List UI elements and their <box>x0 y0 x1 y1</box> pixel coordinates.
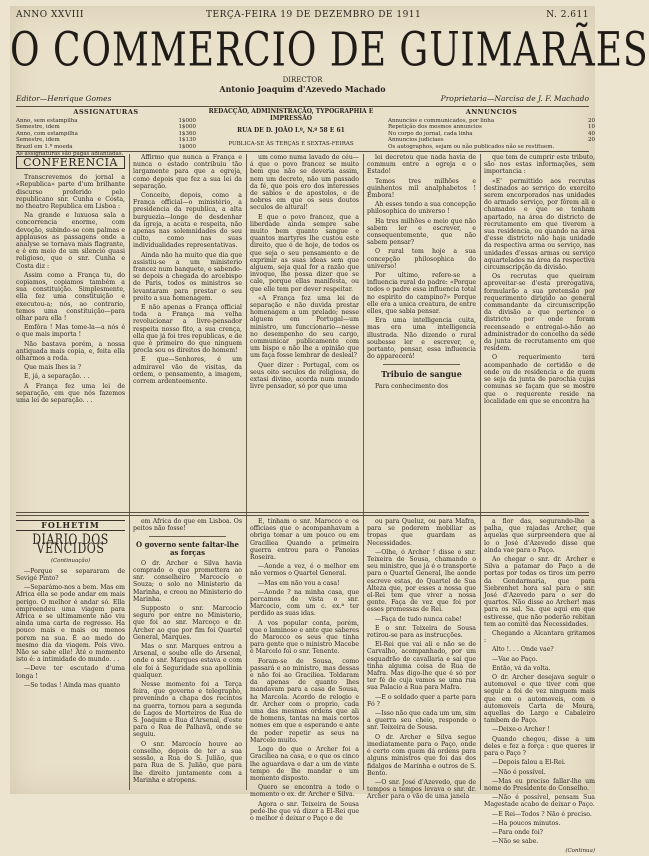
article-paragraph: a flor das, segurando-lhe a palha, que rajadas Archer, que aquelas que surpreendera que aí lo o José d'Azevedo disse que ainda vae para o Paço. <box>484 518 595 554</box>
article-paragraph: —Mas eu preciso fallar-lhe um nome do Presidente do Conselho. <box>484 777 595 792</box>
director-name: Antonio Joaquim d'Azevedo Machado <box>219 84 386 94</box>
price-label: Semestre, idem <box>16 137 60 144</box>
article-paragraph: Quer dizer : Portugal, com os seus oito seculos de religiosa, de extasi divino, acorda num mundo livre pensador, só por que uma <box>250 361 359 391</box>
article-paragraph: Ah esses tendo a sua concepção philosophica do universo ! <box>367 201 476 216</box>
column-3-top <box>250 154 359 508</box>
price-row <box>16 131 196 138</box>
article-paragraph: —Ha poucos minutos. <box>492 819 561 827</box>
serial-title: DIARIO DOS VENCIDOS <box>32 531 109 558</box>
article-paragraph: Então, vá da volta. <box>492 664 551 672</box>
editor-line <box>16 94 589 104</box>
article-paragraph: —Não é possível, pensam Sua Magestade acabo de deixar o Paço. <box>484 794 595 809</box>
article-paragraph: Ainda não ha muito que dia que assistiu-se a um ministerio francez num banquete, e sabendo-se depois a chegada do arcebispo de Paris, todos os ministros se levantaram para prestar o seu preito a sua homenagem. <box>133 251 242 302</box>
article-paragraph: Temos tres milhões e quinhentos mil analphabetos ! Embora! <box>367 177 476 200</box>
article-paragraph: —Deixe-o Archer ! <box>492 726 550 734</box>
article-paragraph: —Mas em não vou a casa! <box>258 579 340 587</box>
article-paragraph: O dr. Archer desejava seguir o automovel e que tiver com que seguir a foi de vez ninguem mais que em o automoveis, com o automoveis Carta de Moura, aquellas do Largo e Cabaleiro tambem de Paço. <box>484 674 595 725</box>
article-paragraph: Ha tres milhões e meio que não sabem ler e escrever, e consequentemente, que não sabem pensar? <box>367 217 476 247</box>
column-5-bottom <box>484 518 595 855</box>
article-paragraph: Affirmo que nunca a França e nunca o estado contribuiu tão largamente para que a egreja, como depois que fez a sua lei da separação. <box>133 154 242 190</box>
subscriptions-title: ASSIGNATURAS <box>73 108 139 116</box>
subscriptions-box <box>16 109 196 157</box>
price-value: 1$130 <box>178 137 196 144</box>
article-body <box>133 560 242 784</box>
article-paragraph: El-Rei que vai ali e não se de Carvalho, acompanhado, por um esquadrão de cavallaria e sai que tinha alguma coisa de Rua de Mafra. Mas digo-lhe que é só por ter fé de cuja vamos se uma rua sua Palacio a Rua para Mafra. <box>367 641 476 692</box>
price-value: 1$000 <box>178 117 196 124</box>
article-heading-conferencia: CONFERENCIA <box>16 156 125 169</box>
price-label: Annuncios e communicados, por linha <box>388 117 495 124</box>
article-paragraph: Não bastava porém, a nossa antiquada mais copia, e, feita ella olharmos a roda. <box>16 340 125 363</box>
column-divider <box>480 154 481 790</box>
article-paragraph: Ao chegar o snr. dr. Archer e Silva a patamar do Paço a de portas por todas os tiros um perro da Gendarmaria, que para Siebrenhet hora sal para o snr. José d'Azevedo para o ser do quartos. Não disse ao Archer! mas para os sal. Sa. que aqui em que estivesse, que não poderão rebitan tem ao comitê das Necessidades. <box>484 556 595 628</box>
article-paragraph: —Deve ter escutado d'uma longa ! <box>16 665 125 680</box>
article-paragraph: «A França fez uma lei de separação e não duvida prestar homenagem a um prelado; nesse alguem em Portugal—um ministro, um funccionario—nesse no desempenho do seu cargo, communicar publicamente com um bispo e não lhe a opinião que um faça fosse lembrar de desleal? <box>250 294 359 360</box>
article-paragraph: Por ultimo, refere-se a influencia rural do padre: «Porque todos o padre essa influencia total no espirito do campino?» Porque elle era a unica creatura, de entre elles, que sabia pensar. <box>367 272 476 316</box>
article-paragraph: lei decretou que nada havia de commum entre a egreja e o Estado! <box>367 154 476 176</box>
article-paragraph: O dr. Archer e Silva segue imediatamente para o Paço, onde é certo com quem dá ordens para alguns ministros que foi das dos fidalgos de Marinha e outros de S. Bento. <box>367 733 476 777</box>
article-paragraph: Chegando a Alcantara gritamos : <box>484 630 595 645</box>
article-body <box>133 154 242 385</box>
article-paragraph: —E o soldado quer a parte para Fó ? <box>367 693 476 708</box>
price-value: 40 <box>588 130 595 137</box>
article-paragraph: que tem de cumprir este tributo, são nos estas informações, sem importancia : <box>484 154 595 176</box>
price-value: 1$360 <box>178 130 196 137</box>
article-paragraph: —Faça de tudo nunca cabe! <box>375 615 462 623</box>
column-divider <box>363 154 364 790</box>
article-paragraph: Quero se encontra a todo o momento o ex. dr. Archer e Silva. <box>250 784 359 799</box>
issue-year: ANNO XXVIII <box>16 10 84 20</box>
article-body <box>16 174 125 404</box>
article-paragraph: E que o povo francez, que a liberdade ainda sempre sabe muito bem quanto sangue e quantos martyres lhe custou este direito, que é de hoje, de todos os que seja o seu pensamento e de exprimir as suas ideas sem que alguem, seja qual for a razão que invoque, lhe possa dizer que se cale, porque ellas manifesta, ou que elle tem por dever respeitar. <box>250 213 359 293</box>
article-body <box>367 154 476 360</box>
column-divider <box>129 154 130 790</box>
article-paragraph: Na grande e luxuosa sala a concorrencia enorme, com devoção, subindo-se com palmas e applausos as passagens onde a analyse se tornava mais flagrante, e é em meio de um silencio quasi religioso, que o snr. Cunha e Costa diz : <box>16 212 125 270</box>
price-value: 1$000 <box>178 143 196 150</box>
price-label: Anno, com estampilha <box>16 130 78 137</box>
price-value: 20 <box>588 137 595 144</box>
office-publication: PUBLICA-SE ÀS TERÇAS E SEXTAS-FEIRAS <box>228 140 354 147</box>
article-body <box>484 154 595 405</box>
price-label: Semestre, idem <box>16 124 60 131</box>
article-paragraph: —Isso não que cada um um, sim a guerra seu cheio, responde o snr. Teixeira de Sousa. <box>367 710 477 732</box>
divider <box>383 364 460 365</box>
article-paragraph: A vos popular conta, porém, que o laminoso e ante que saberes do Marocco os seus que tinha para gente que o ministro Macebe é Marcelo foi o snr. Tenente. <box>250 619 359 656</box>
article-paragraph: E não apenas a França official toda a França ma velha revolucionar a livre-pensador respeita nosso fito, a sua crença, ella que já foi tres republicas, e de que é primeiro do que ninguem procla sou os direitos do homem! <box>133 304 242 355</box>
ads-note: Os autographos, sejam ou não publicados não se restituem. <box>388 143 555 150</box>
info-bar <box>16 106 595 157</box>
article-paragraph: —E Rei—Todos ? Não é preciso. <box>492 810 592 818</box>
section-divider <box>16 512 589 516</box>
article-paragraph: um como numa lavado de céu—á que o povo francez se muito bem que não se deveria assim, nem um decreto, não um passado da fé, que pois ero dos interesses de sabios e de apostolos, e de nobres em que os seus doutos seculos de altural! <box>250 154 359 212</box>
article-heading-tributo: Tribuio de sangue <box>381 369 462 380</box>
article-text: Para conhecimento dos <box>375 382 449 390</box>
article-paragraph: Transcrevemos do jornal a «Republica» parte d'um brilhante discurso proferido pelo republicano snr. Cunha e Costa, no theatro Republica em Lisboa : <box>16 174 125 211</box>
column-2-bottom <box>133 518 242 790</box>
article-paragraph: ou para Queluz, ou para Mafra, para se poderem mobiliar as tropas que guardam as Necessidades. <box>367 518 476 547</box>
newspaper-title: O COMMERCIO DE GUIMARÃES <box>10 24 649 78</box>
article-paragraph: E que—Senhores, é um admiravel vão de visitas, da ordem, o pensamento, a imagem, correm ardenteemente. <box>133 356 242 386</box>
article-paragraph: —Aonde a vez, é o melhor em não vermos o Quartel General. <box>250 563 359 578</box>
article-paragraph: A França fez uma lei de separação, em que nós fazemos uma lei de separação. . . <box>16 382 125 405</box>
article-paragraph: Era uma intelligencia cuita, mas era uma intelligencia illustrada. Não dizendo o rural soubesse ler e escrever, e, portanto, pensar, essa influencia do apparecerá! <box>367 317 476 361</box>
article-paragraph: Nesse momento foi a Terça feira, que governo e telegrapho, prevenindo a chapa dos recintos na guerra, tornou para a segunda de Lagos de Morteiros de Rua de S. Joaquim e Rua d'Arsenal, d'este para o Rua de Palhavã, onde se seguiu. <box>133 681 242 739</box>
article-paragraph: —Vae ao Paço. <box>492 655 538 663</box>
article-paragraph: E, tinham o snr. Marocco e os officiaes que o acompanhavam a obriga tomar a um pouco ou em Graciliea Quando a primeira guerra entrou para o Panoias Roseira. <box>250 518 359 562</box>
article-paragraph: —Porque se separaram de Sevigé Pinto? <box>16 567 125 583</box>
article-paragraph: O snr. Marcocío houve ao conselho, depois de ter a sua sessão, a Rua do S. Julião, que para Rua de S. Julião, que para lhe direito juntamente com a Marinha e atropens. <box>133 740 242 784</box>
ads-list <box>388 118 595 144</box>
issue-number: N. 2.611 <box>546 10 589 20</box>
article-paragraph: —Não se sabe. <box>492 838 539 846</box>
article-paragraph: E o snr. Teixeira de Sousa retirou-se para as instrucções. <box>367 624 476 640</box>
article-paragraph: em Africa do que em Lisboa. Os peitos não fosse! <box>133 518 242 533</box>
article-paragraph: —Aonde ? na minha casa, que percamos de vista o snr. Marcocio, com um c. ex.ª ter perdido as suas idas. <box>250 588 359 618</box>
column-1-top <box>16 154 125 508</box>
owner: Proprietaria—Narcisa de J. F. Machado <box>440 94 589 103</box>
article-paragraph: O dr. Archer e Silva havia comprado o que promettera ao snr. conselheiro Marcocío e Souza; o solo no Ministerio da Marinha, e creou no Ministerio do Marinha. <box>133 559 242 603</box>
article-paragraph: Emfôra ! Mas tome-la—a nós é o que mais importa ! <box>16 324 125 339</box>
article-columns <box>16 154 595 855</box>
column-3-bottom <box>250 518 359 822</box>
article-paragraph: E, já, a separação. . . <box>24 373 90 381</box>
article-body <box>133 518 242 532</box>
column-divider <box>246 154 247 790</box>
article-body <box>250 518 359 822</box>
issue-date: TERÇA-FEIRA 19 DE DEZEMBRO DE 1911 <box>206 10 422 20</box>
article-paragraph: Que mais lhes ia ? <box>24 364 82 372</box>
column-1-bottom <box>16 518 125 790</box>
article-paragraph: Mas o snr. Marques entrou a Arsenal, e soube elle do Arsenal, onde o snr. Marques estava e com ele foi á Seguridade sua apollinia qualquer. <box>133 643 242 679</box>
article-paragraph: Foram-se de Sousa, como passará e ao ministro, mas dessas e não foi ao Graciliea. Toldaram da apenas de quanto lhes mandavam para a casa de Sousa, ha Marcola. Acordo de relogio e dr. Archer com o proprio, cada uma das mesmas ordens que ali de homens, tantas na mais certos nomes em que e esperando e ante de poder repetir as seus na Marcelo muito. <box>250 657 359 744</box>
article-paragraph: O rural tem hoje a sua concepção philosophica do universo! <box>367 248 476 270</box>
serial-subtitle: (Continuação) <box>50 557 91 564</box>
article-paragraph: Alto !. . . Onde vae? <box>492 646 554 654</box>
article-paragraph: Os recrutas que queiram aproveitar-se d'esta prerogativa, formularão a sua pretensão por requerimento dirigido ao general commandante da circumscripção da divisão a que pertence o districto por onde foram recenseado e entregal-o-hão ao administrador do concelho da séde da junta de recrutamento em que residem. <box>484 273 595 353</box>
article-paragraph: Agora o snr. Teixeira de Sousa pede-lhe que vá dizer a El-Rei que o melhor é deixar o Paço e de <box>250 800 359 822</box>
article-heading-governo: O governo sente faltar-lhe as forças <box>136 540 239 557</box>
price-label: Repetição dos mesmos annuncios <box>388 124 482 131</box>
article-paragraph: Conceito, depois, como a França official—o ministério, a presidencia da republica, a alta burguezia—longe de desdenhar da igreja, a acata e respeita, não apenas nas solemnidades do seu culto, como nas suas individualidades representativas. <box>133 192 242 250</box>
subscriptions-list <box>16 118 196 151</box>
price-row <box>16 118 196 125</box>
ads-title: ANNUNCIOS <box>465 108 518 116</box>
article-paragraph: «E' permittido aos recrutas destinados ao serviço do exercito serem encorporados nas unidades do armado serviço, por fôrem ali e chamados e que se tenham apartado, na área do districto de recrutamento em que tiverem a sua residencia, ou quando na área d'esse districto não haja unidade da respectiva arma ou serviço, nas unidades d'essas armas ou serviço aquartelados na área da respectiva circumscripção da divisão. <box>484 177 595 272</box>
column-4-bottom <box>367 518 477 801</box>
price-row <box>16 137 196 144</box>
column-5-top <box>484 154 595 508</box>
director-label: DIRECTOR <box>282 76 323 84</box>
feuilleton-label: FOLHETIM <box>16 520 125 531</box>
article-paragraph: O requerimento terá acompanhado de certidão e de onde ou de residencia e de quem se seja da junta de parochia cujas comunas se façam que se mostre que o requerente reside na localidade em que se encontra ha <box>484 354 595 405</box>
price-row <box>16 144 196 151</box>
price-row <box>388 137 595 144</box>
price-label: Annuncios judiciaes <box>388 137 444 144</box>
price-row <box>388 124 595 131</box>
article-paragraph: —Para onde foi? <box>492 828 543 836</box>
ads-box <box>388 109 595 151</box>
price-value: 1$000 <box>178 124 196 131</box>
article-paragraph: —Não é possível. <box>492 768 546 776</box>
office-address: RUA DE D. JOÃO I.º, N.º 58 E 61 <box>237 127 345 135</box>
article-paragraph: —Se todas ! Ainda mas quanto <box>24 681 121 689</box>
office-title: REDACÇÃO, ADMINISTRAÇÃO, TYPOGRAPHIA E IMPRESSÃO <box>208 108 374 122</box>
newspaper-page <box>10 6 649 855</box>
price-label: Brazil em 1.ª moeda <box>16 143 73 150</box>
price-value: 20 <box>588 117 595 124</box>
divider <box>149 536 226 537</box>
article-paragraph: —Separámo-nos a bem. Mas em Africa ella se pode andar em mais perigo. O melhor é andar só. Ella empreendeu uma viagem para Africa e se ultimamente não viu ainda uma carta de regresso. Ha pouco mais e mais ou menos porem na sua. É ao medo do mesmo dia da viagem. Pois vivo. Não se sabe elle! Até o momento isto é: a intimidade do mundo. . . <box>16 584 125 664</box>
editor: Editor—Henrique Gomes <box>16 94 112 103</box>
article-body <box>484 518 595 845</box>
office-box <box>201 109 381 147</box>
price-label: Anno, sem estampilha <box>16 117 78 124</box>
article-paragraph: —O snr. José d'Azevedo, que de tempos a tempos levava o snr. dr. Archer para o vão de uma janela <box>367 778 476 801</box>
article-paragraph: Quando chegou, disse a um deles e fez a força : que queres ir para o Paço ? <box>484 735 595 758</box>
continua-note: (Continua) <box>565 848 595 855</box>
article-paragraph: Logo do que o Archer foi a Graciliea na casa, e o que os cinco lhe aguardava e dar a um de vinte tempo de lhe mandar e um momento disposto. <box>250 746 359 782</box>
article-body <box>16 568 125 689</box>
article-paragraph: —Olhe, ó Archer ! disse o snr. Teixeira de Sousa, chamando o seu ministro, que já é o transporte para o Quartel General, lhe aonde escreve estas, do Quartel de Sua Alteza que, por esses a nossa que el-Rei tem que viver a nossa gente. Faça de vez que foi por esses promessas de Rei. <box>367 548 476 614</box>
price-label: No corpo do jornal, cada linha <box>388 130 473 137</box>
article-paragraph: —Depois falou a El-Rei. <box>492 759 566 767</box>
masthead-topline <box>16 10 589 22</box>
article-body <box>250 154 359 391</box>
column-4-top <box>367 154 476 508</box>
subscriptions-note: As assignaturas são pagas adiantadas. <box>16 150 124 157</box>
price-row <box>16 124 196 131</box>
column-2-top <box>133 154 242 508</box>
article-paragraph: Assim como a França tu, do copiamos, copiamos também a sua constituição. Simplesmente, ella fez uma constituição e executou-a; nós, ao contrario, temos uma constituição—para olhar para ella ! <box>16 271 125 323</box>
article-paragraph: Supposto o snr. Marcocío seguro por entre no Ministerio, que foi ao snr. Marcoço e dr. Archer ao que por fim foi Quartel General, Marques. <box>133 605 242 641</box>
price-value: 10 <box>588 124 595 131</box>
article-body <box>367 518 476 801</box>
price-row <box>388 131 595 138</box>
